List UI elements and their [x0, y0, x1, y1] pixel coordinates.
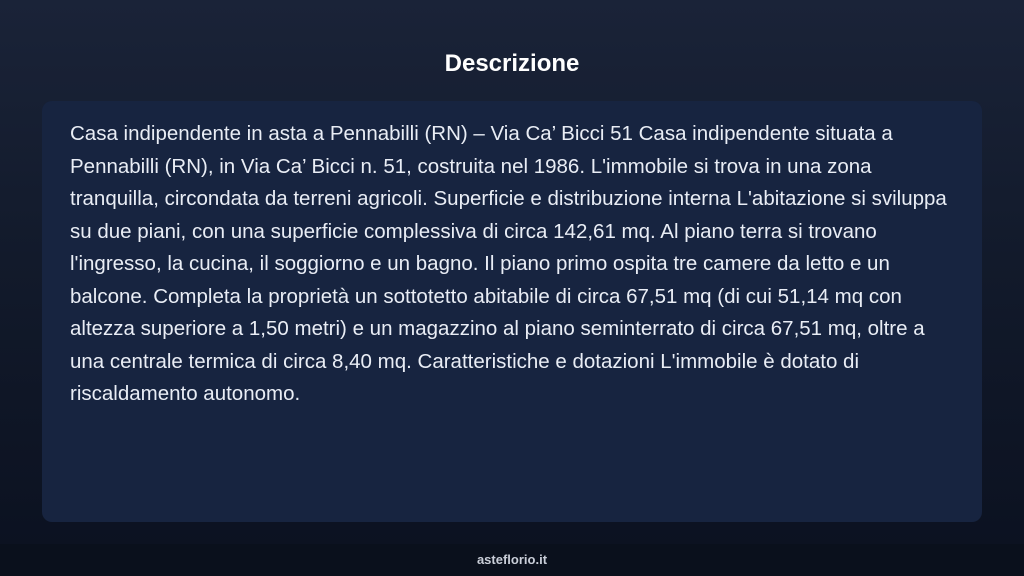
footer-brand: asteflorio.it	[476, 552, 548, 567]
description-card	[42, 101, 982, 522]
page-title: Descrizione	[444, 50, 580, 77]
description-text: Casa indipendente in asta a Pennabilli (RN) – Via Ca’ Bicci 51 Casa indipendente situata a Pennabilli (RN), in Via Ca’ Bicci n. 51, costruita nel 1986. L'immobile si trova in una zona tranquilla, circondata da terreni agricoli. Superficie e distribuzione interna L'abitazione si sviluppa su due piani, con una superficie complessiva di circa 142,61 mq. Al piano terra si trovano l'ingresso, la cucina, il soggiorno e un bagno. Il piano primo ospita tre camere da letto e un balcone. Completa la proprietà un sottotetto abitabile di circa 67,51 mq (di cui 51,14 mq con altezza superiore a 1,50 metri) e un magazzino al piano seminterrato di circa 67,51 mq, oltre a una centrale termica di circa 8,40 mq. Caratteristiche e dotazioni L'immobile è dotato di riscaldamento autonomo.	[70, 122, 947, 405]
footer-bar	[0, 544, 1024, 576]
